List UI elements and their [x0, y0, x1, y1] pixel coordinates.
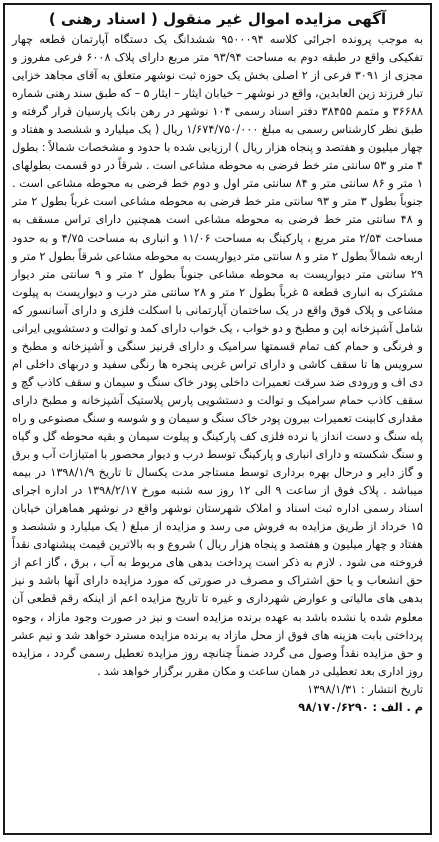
publish-date: تاریخ انتشار : ۱۳۹۸/۱/۳۱: [307, 682, 423, 696]
notice-footer: [12, 681, 423, 717]
notice-title: آگهی مزایده اموال غیر منقول ( اسناد رهنی ): [48, 10, 387, 28]
notice-serial-number: م . الف : ۹۸/۱۷۰/۶۲۹۰: [298, 700, 423, 714]
notice-body: به موجب پرونده اجرائی کلاسه ۹۵۰۰۰۹۴ ششدانگ یک دستگاه آپارتمان قطعه چهار تفکیکی واقع در طبقه دوم به مساحت ۹۳/۹۴ متر مربع دارای پلاک ۶۰۰۸ فرعی مفروز و مجزی از ۳۰۹۱ فرعی از ۲ اصلی بخش یک حوزه ثبت نوشهر متعلق به آقای مجاهد خزایی تبار فرزند زین العابدین، واقع در نوشهر – خیابان ایثار – ایثار ۵ – که طبق سند رهنی شماره ۳۶۶۸۸ و متمم ۳۸۴۵۵ دفتر اسناد رسمی ۱۰۴ نوشهر در رهن بانک پارسیان قرار گرفته و طبق نظر کارشناس رسمی به مبلغ ۱/۶۷۴/۷۵۰/۰۰۰ ریال ( یک میلیارد و ششصد و هفتاد و چهار میلیون و هفتصد و پنجاه هزار ریال ) ارزیابی شده با حدود و مشخصات شمالاً : بطول ۴ متر و ۵۳ سانتی متر خط فرضی به محوطه مشاعی است . شرقاً در دو قسمت بطولهای ۱ متر و ۸۶ سانتی متر و ۸۴ سانتی متر اول و دوم خط فرضی به محوطه مشاعی است . جنوباً بطول ۳ متر و ۹۳ سانتی متر خط فرضی به محوطه مشاعی است غرباً بطول ۲ متر و ۴۸ سانتی متر خط فرضی به محوطه مشاعی است همچنین دارای تراس مسقف به مساحت ۲/۵۴ متر مربع ، پارکینگ به مساحت ۱۱/۰۶ و انباری به مساحت ۴/۷۵ و به حدود اربعه شمالاً بطول ۲ متر و ۸ سانتی متر دیواریست به محوطه مشاعی شرقاً بطول ۲ متر و ۲۹ سانتی متر دیواریست به محوطه مشاعی جنوباً بطول ۲ متر و ۹ سانتی متر دیوار مشترک به انباری قطعه ۵ غرباً بطول ۲ متر و ۲۸ سانتی متر درب و دیواریست به پیلوت مشاعی و پلاک فوق واقع در یک ساختمان آپارتمانی با اسکلت فلزی و دارای آسانسور که شامل آشپزخانه اپن و مطبخ و دو خواب ، یک خواب دارای کمد و توالت و دستشویی ایرانی و فرنگی و حمام کف تمام قسمتها سرامیک و دارای قرنیز سنگی و آشپزخانه و مطبخ و سرویس ها تا سقف کاشی و دارای تراس غربی پنجره ها رنگی سفید و دربهای داخلی ام دی اف و ورودی ضد سرقت تعمیرات داخلی پودر خاک سنگ و سیمان و سقف کاذب گچ و سقف کاذب حمام سرامیک و توالت و دستشویی پارس پلاستیک آشپزخانه و مطبخ دارای مقداری کابینت تعمیرات بیرون پودر خاک سنگ و سیمان و و شوسه و سنگ مصنوعی و راه پله سنگ و دست انداز یا نرده فلزی کف پارکینگ و پیلوت سیمان و بقیه محوطه گل و گیاه و سنگ شکسته و دارای انباری و پارکینگ توسط درب و دیوار محصور با امتیازات آب و برق و گاز دایر و درحال بهره برداری توسط مستاجر مدت یکسال تا تاریخ ۱۳۹۸/۱/۹ در بیمه میباشد . پلاک فوق از ساعت ۹ الی ۱۲ روز سه شنبه مورخ ۱۳۹۸/۲/۱۷ در اداره اجرای اسناد رسمی اداره ثبت اسناد و املاک شهرستان نوشهر واقع در نوشهر هماهران خیابان ۱۵ خرداد از طریق مزایده به فروش می رسد و مزایده از مبلغ ( یک میلیارد و ششصد و هفتاد و چهار میلیون و هفتصد و پنجاه هزار ریال ) شروع و به بالاترین قیمت پیشنهادی نقداً فروخته می شود . لازم به ذکر است پرداخت بدهی های مربوط به آب ، برق ، گاز اعم از حق انشعاب و یا حق اشتراک و مصرف در صورتی که مورد مزایده دارای آنها باشد و نیز بدهی های مالیاتی و عوارض شهرداری و غیره تا تاریخ مزایده اعم از اینکه رقم قطعی آن معلوم شده یا نشده باشد به عهده برنده مزایده است و نیز در صورت وجود مازاد ، وجوه پرداختی بابت هزینه های فوق از محل مازاد به برنده مزایده مسترد خواهد شد و نیم عشر و حق مزایده نقداً وصول می گردد ضمناً چنانچه روز مزایده تعطیل رسمی گردد ، مزایده روز اداری بعد تعطیلی در همان ساعت و مکان مقرر برگزار خواهد شد .: [12, 33, 424, 678]
notice-frame: [3, 3, 432, 835]
